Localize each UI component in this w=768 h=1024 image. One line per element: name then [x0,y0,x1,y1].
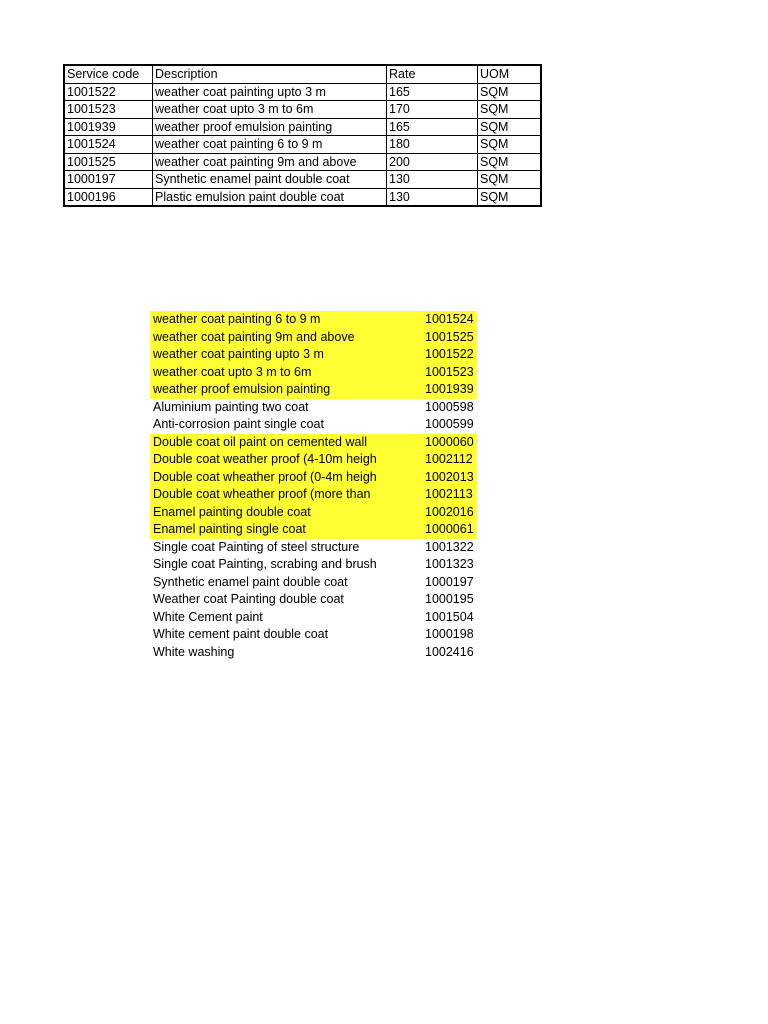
cell-code: 1000196 [64,188,153,206]
list-item [150,591,477,609]
cell-description: Plastic emulsion paint double coat [153,188,387,206]
list-item-code: 1001525 [425,329,474,344]
cell-uom: SQM [478,118,542,136]
table-row [64,188,541,206]
list-item-description: Weather coat Painting double coat [153,592,344,606]
list-item [150,521,477,539]
header-description: Description [153,65,387,83]
list-item-code: 1000195 [425,592,474,606]
list-item-description: weather coat painting 9m and above [153,329,355,344]
list-item-code: 1002113 [425,487,473,501]
table-row [64,153,541,171]
list-item-code: 1000598 [425,399,474,414]
list-item [150,381,477,399]
list-item-description: Double coat wheather proof (0-4m heigh [153,469,377,484]
cell-uom: SQM [478,153,542,171]
list-item [150,574,477,592]
list-item [150,556,477,574]
list-item [150,364,477,382]
cell-uom: SQM [478,101,542,119]
cell-description: weather coat painting 9m and above [153,153,387,171]
list-item-code: 1000060 [425,434,474,449]
list-item [150,451,477,469]
list-item [150,416,477,434]
cell-code: 1001522 [64,83,153,101]
table-header-row [64,65,541,83]
list-item [150,504,477,522]
list-item [150,539,477,557]
list-item [150,609,477,627]
table-row [64,83,541,101]
table-row [64,171,541,189]
table-row [64,101,541,119]
list-item [150,469,477,487]
cell-description: weather coat painting 6 to 9 m [153,136,387,154]
list-item-description: weather coat painting upto 3 m [153,347,324,361]
list-item-code: 1001523 [425,364,474,379]
list-item-description: Double coat wheather proof (more than [153,487,371,501]
list-item-description: Double coat oil paint on cemented wall [153,434,368,449]
list-item-code: 1000061 [425,522,474,536]
list-item [150,626,477,644]
list-item-code: 1002013 [425,469,474,484]
list-item [150,399,477,417]
cell-rate: 180 [387,136,478,154]
cell-description: weather coat upto 3 m to 6m [153,101,387,119]
cell-uom: SQM [478,83,542,101]
list-item [150,329,477,347]
cell-code: 1001939 [64,118,153,136]
list-item-code: 1000198 [425,627,474,641]
list-item-description: weather coat upto 3 m to 6m [153,364,312,379]
list-item-description: Single coat Painting, scrabing and brush [153,557,377,571]
cell-uom: SQM [478,188,542,206]
service-code-table [63,64,542,207]
list-item [150,346,477,364]
list-item [150,644,477,662]
cell-rate: 165 [387,118,478,136]
list-item-code: 1002416 [425,644,474,659]
cell-rate: 170 [387,101,478,119]
cell-rate: 165 [387,83,478,101]
service-list [150,311,477,661]
list-item-description: Anti-corrosion paint single coat [153,417,324,431]
list-item-code: 1002016 [425,504,474,519]
list-item-code: 1001524 [425,312,474,326]
cell-description: weather coat painting upto 3 m [153,83,387,101]
cell-code: 1000197 [64,171,153,189]
list-item-description: weather proof emulsion painting [153,382,331,396]
list-item-code: 1000197 [425,574,474,589]
list-item-description: Double coat weather proof (4-10m heigh [153,452,377,466]
list-item-code: 1001522 [425,347,474,361]
cell-code: 1001524 [64,136,153,154]
cell-code: 1001523 [64,101,153,119]
cell-description: weather proof emulsion painting [153,118,387,136]
list-item-description: Enamel painting single coat [153,522,306,536]
list-item-code: 1000599 [425,417,474,431]
list-item [150,434,477,452]
table-row [64,118,541,136]
cell-uom: SQM [478,171,542,189]
cell-description: Synthetic enamel paint double coat [153,171,387,189]
list-item-code: 1002112 [425,452,473,466]
list-item-description: Synthetic enamel paint double coat [153,574,348,589]
list-item-description: White Cement paint [153,609,263,624]
list-item-description: White cement paint double coat [153,627,329,641]
cell-rate: 130 [387,188,478,206]
cell-rate: 130 [387,171,478,189]
header-uom: UOM [478,65,542,83]
list-item-description: Single coat Painting of steel structure [153,539,360,554]
list-item [150,486,477,504]
cell-code: 1001525 [64,153,153,171]
cell-uom: SQM [478,136,542,154]
list-item-description: weather coat painting 6 to 9 m [153,312,321,326]
list-item-code: 1001504 [425,609,474,624]
table-row [64,136,541,154]
list-item [150,311,477,329]
list-item-description: Enamel painting double coat [153,504,311,519]
list-item-description: White washing [153,644,235,659]
header-rate: Rate [387,65,478,83]
list-item-description: Aluminium painting two coat [153,399,309,414]
list-item-code: 1001939 [425,382,474,396]
header-service-code: Service code [64,65,153,83]
list-item-code: 1001322 [425,539,474,554]
cell-rate: 200 [387,153,478,171]
list-item-code: 1001323 [425,557,474,571]
